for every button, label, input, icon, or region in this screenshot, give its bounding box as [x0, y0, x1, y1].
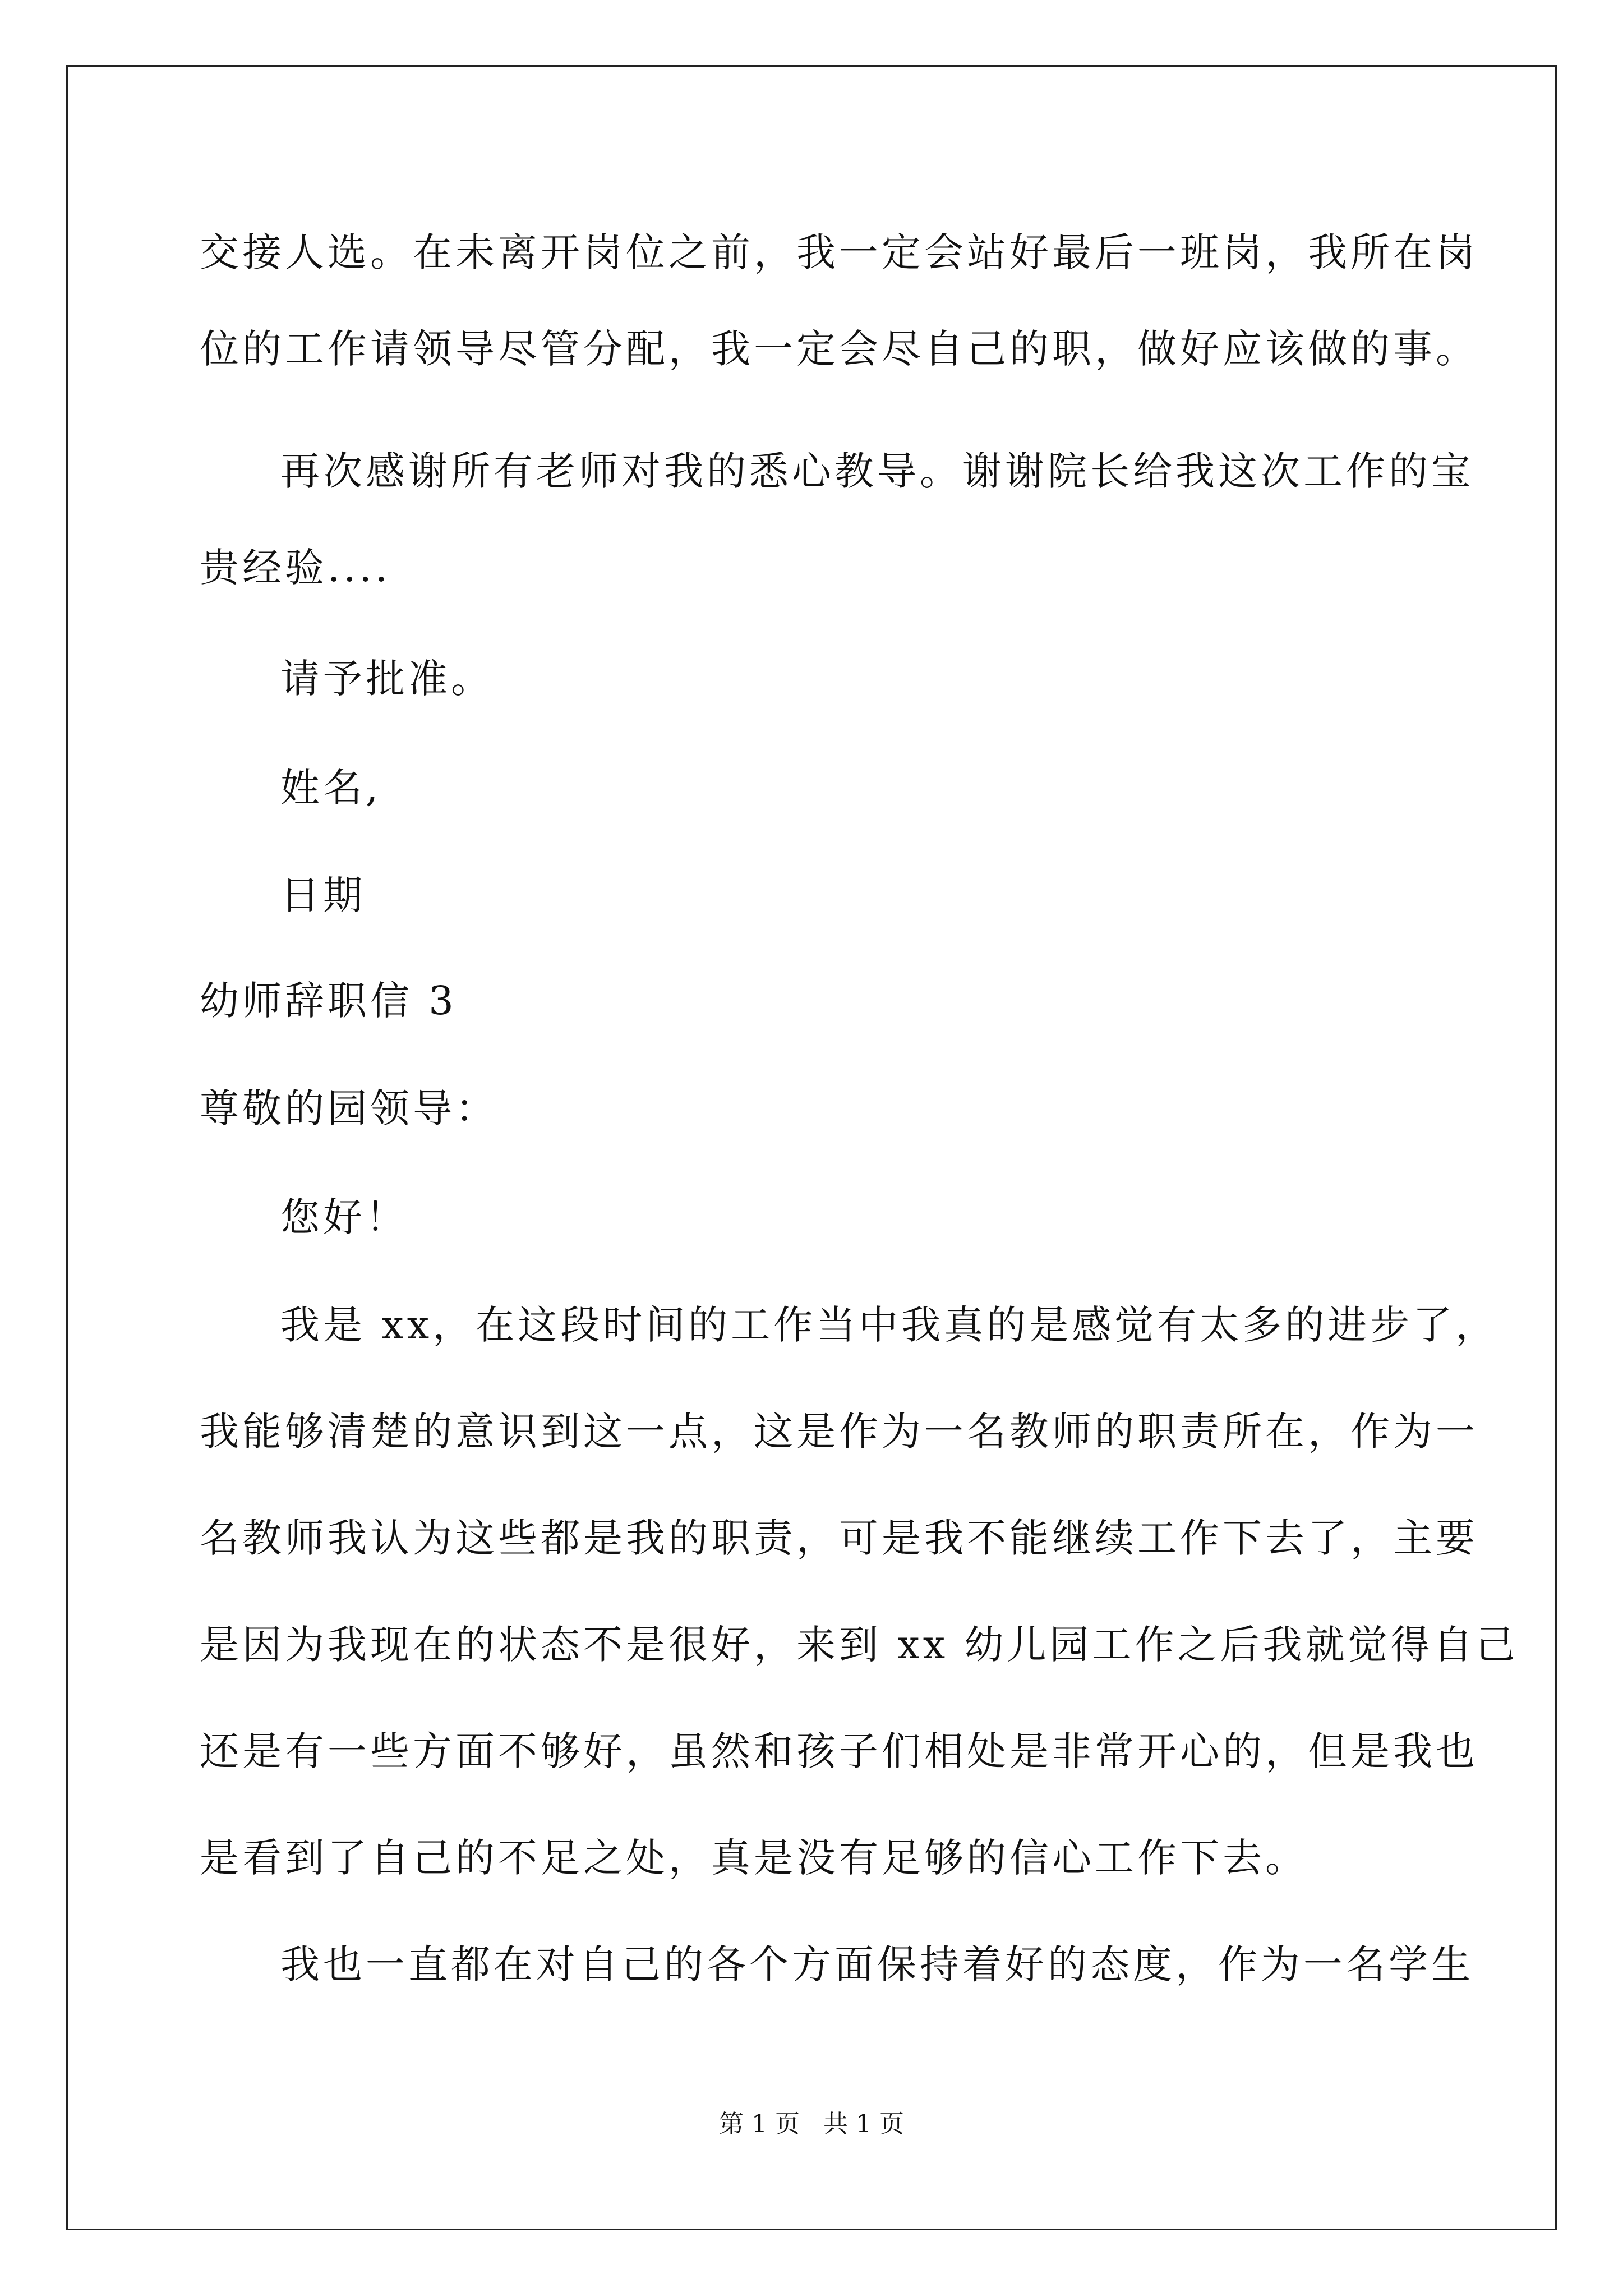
greeting: 您好！: [280, 1194, 408, 1240]
body-line: 交接人选。在未离开岗位之前，我一定会站好最后一班岗，我所在岗: [200, 229, 1478, 275]
body-line: 我能够清楚的意识到这一点，这是作为一名教师的职责所在，作为一: [200, 1409, 1478, 1455]
signature-name: 姓名,: [280, 765, 382, 811]
body-line: 我是 xx，在这段时间的工作当中我真的是感觉有太多的进步了，: [280, 1302, 1498, 1348]
page-footer: 第 1 页 共 1 页: [719, 2110, 904, 2138]
body-line: 是因为我现在的状态不是很好，来到 xx 幼儿园工作之后我就觉得自己: [200, 1622, 1519, 1668]
body-line: 位的工作请领导尽管分配，我一定会尽自己的职，做好应该做的事。: [200, 326, 1478, 372]
salutation: 尊敬的园领导：: [200, 1085, 498, 1131]
body-line: 我也一直都在对自己的各个方面保持着好的态度，作为一名学生: [280, 1941, 1474, 1987]
signature-date: 日期: [280, 872, 366, 918]
body-line: 贵经验....: [200, 545, 391, 591]
body-line: 再次感谢所有老师对我的悉心教导。谢谢院长给我这次工作的宝: [280, 448, 1474, 494]
page-border: [66, 65, 1557, 2230]
body-line: 还是有一些方面不够好，虽然和孩子们相处是非常开心的，但是我也: [200, 1728, 1478, 1774]
body-line: 是看到了自己的不足之处，真是没有足够的信心工作下去。: [200, 1835, 1308, 1881]
body-line: 名教师我认为这些都是我的职责，可是我不能继续工作下去了，主要: [200, 1515, 1478, 1561]
letter-title: 幼师辞职信 3: [200, 978, 457, 1024]
body-line: 请予批准。: [280, 656, 494, 702]
